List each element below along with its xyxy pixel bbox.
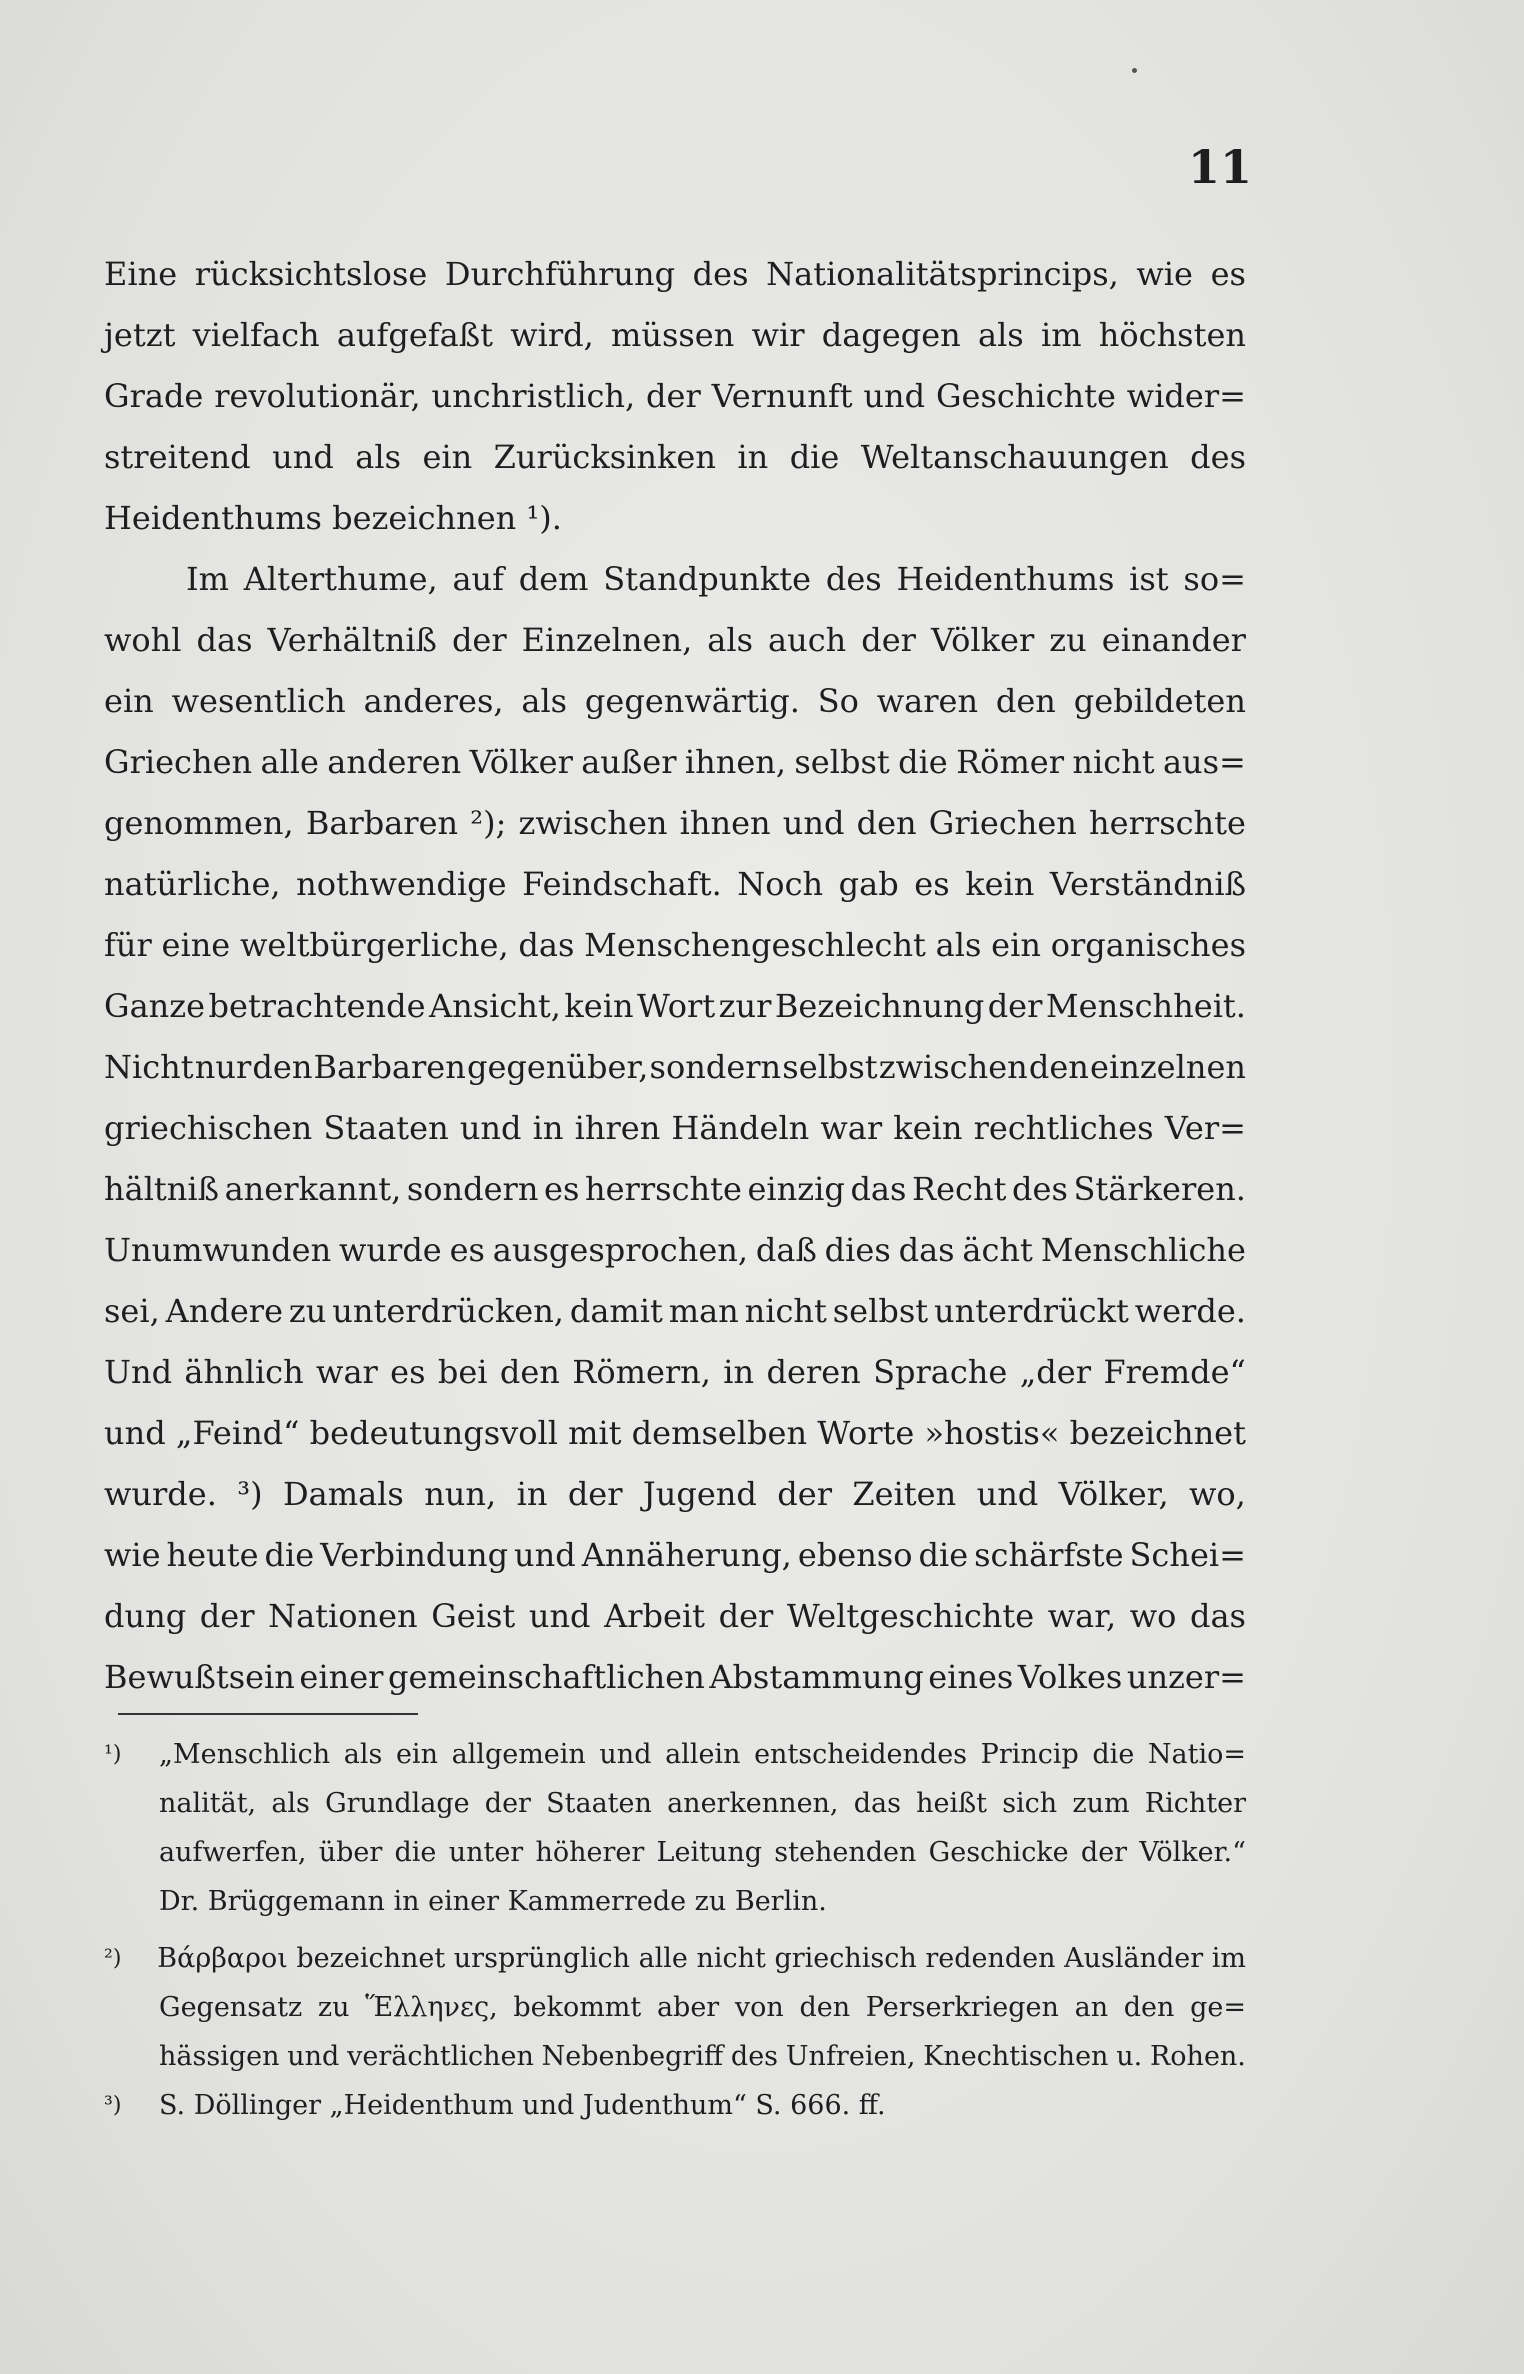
footnote-separator	[118, 1713, 418, 1715]
text-line: sei, Andere zu unterdrücken, damit man nicht selbst unterdrückt werde.	[104, 1292, 1246, 1330]
footnote-line: „Menschlich als ein allgemein und allein entscheidendes Princip die Natio=	[159, 1739, 1246, 1770]
footnote-line: aufwerfen, über die unter höherer Leitung stehenden Geschicke der Völker.“	[159, 1837, 1246, 1868]
text-line: Ganze betrachtende Ansicht, kein Wort zur Bezeichnung der Menschheit.	[104, 987, 1246, 1025]
text-line: und „Feind“ bedeutungsvoll mit demselben Worte »hostis« bezeichnet	[104, 1414, 1246, 1452]
text-line: natürliche, nothwendige Feindschaft. Noch gab es kein Verständniß	[104, 865, 1246, 903]
text-line: ein wesentlich anderes, als gegenwärtig. So waren den gebildeten	[104, 682, 1246, 720]
text-line: Unumwunden wurde es ausgesprochen, daß dies das ächt Menschliche	[104, 1231, 1246, 1269]
text-line: jetzt vielfach aufgefaßt wird, müssen wir dagegen als im höchsten	[104, 316, 1246, 354]
footnote-2	[104, 1934, 1246, 2081]
page-number: 11	[1188, 140, 1253, 194]
footnote-line: Dr. Brüggemann in einer Kammerrede zu Berlin.	[159, 1886, 827, 1917]
text-line: Und ähnlich war es bei den Römern, in deren Sprache „der Fremde“	[104, 1353, 1246, 1391]
footnote-marker: ¹)	[104, 1742, 122, 1767]
footnotes	[104, 1730, 1246, 2130]
text-line: Bewußtsein einer gemeinschaftlichen Abstammung eines Volkes unzer=	[104, 1658, 1246, 1696]
footnote-line: Βάρβαροι bezeichnet ursprünglich alle nicht griechisch redenden Ausländer im	[157, 1943, 1246, 1974]
text-line: Griechen alle anderen Völker außer ihnen, selbst die Römer nicht aus=	[104, 743, 1246, 781]
text-line: hältniß anerkannt, sondern es herrschte einzig das Recht des Stärkeren.	[104, 1170, 1246, 1208]
footnote-3	[104, 2081, 1246, 2130]
text-line: genommen, Barbaren ²); zwischen ihnen und den Griechen herrschte	[104, 804, 1246, 842]
text-line: Nicht nur den Barbaren gegenüber, sondern selbst zwischen den einzelnen	[104, 1048, 1246, 1086]
body-text	[104, 244, 1246, 1708]
text-line: wohl das Verhältniß der Einzelnen, als auch der Völker zu einander	[104, 621, 1246, 659]
text-line: für eine weltbürgerliche, das Menschengeschlecht als ein organisches	[104, 926, 1246, 964]
footnote-line: Gegensatz zu Ἕλληνες, bekommt aber von den Perserkriegen an den ge=	[159, 1992, 1246, 2023]
footnote-line: hässigen und verächtlichen Nebenbegriff des Unfreien, Knechtischen u. Rohen.	[159, 2041, 1246, 2072]
footnote-line: nalität, als Grundlage der Staaten anerkennen, das heißt sich zum Richter	[159, 1788, 1246, 1819]
footnote-marker: ²)	[104, 1946, 122, 1971]
text-line: Im Alterthume, auf dem Standpunkte des Heidenthums ist so=	[186, 560, 1246, 598]
text-line: dung der Nationen Geist und Arbeit der Weltgeschichte war, wo das	[104, 1597, 1246, 1635]
text-line: Grade revolutionär, unchristlich, der Vernunft und Geschichte wider=	[104, 377, 1246, 415]
text-line: Heidenthums bezeichnen ¹).	[104, 499, 562, 537]
footnote-marker: ³)	[104, 2093, 122, 2118]
ink-speck	[1132, 68, 1137, 73]
text-line: wie heute die Verbindung und Annäherung, ebenso die schärfste Schei=	[104, 1536, 1246, 1574]
text-line: wurde. ³) Damals nun, in der Jugend der Zeiten und Völker, wo,	[104, 1475, 1246, 1513]
text-line: Eine rücksichtslose Durchführung des Nationalitätsprincips, wie es	[104, 255, 1246, 293]
footnote-line: S. Döllinger „Heidenthum und Judenthum“ S. 666. ff.	[159, 2090, 886, 2121]
text-line: griechischen Staaten und in ihren Händeln war kein rechtliches Ver=	[104, 1109, 1246, 1147]
footnote-1	[104, 1730, 1246, 1926]
text-line: streitend und als ein Zurücksinken in die Weltanschauungen des	[104, 438, 1246, 476]
